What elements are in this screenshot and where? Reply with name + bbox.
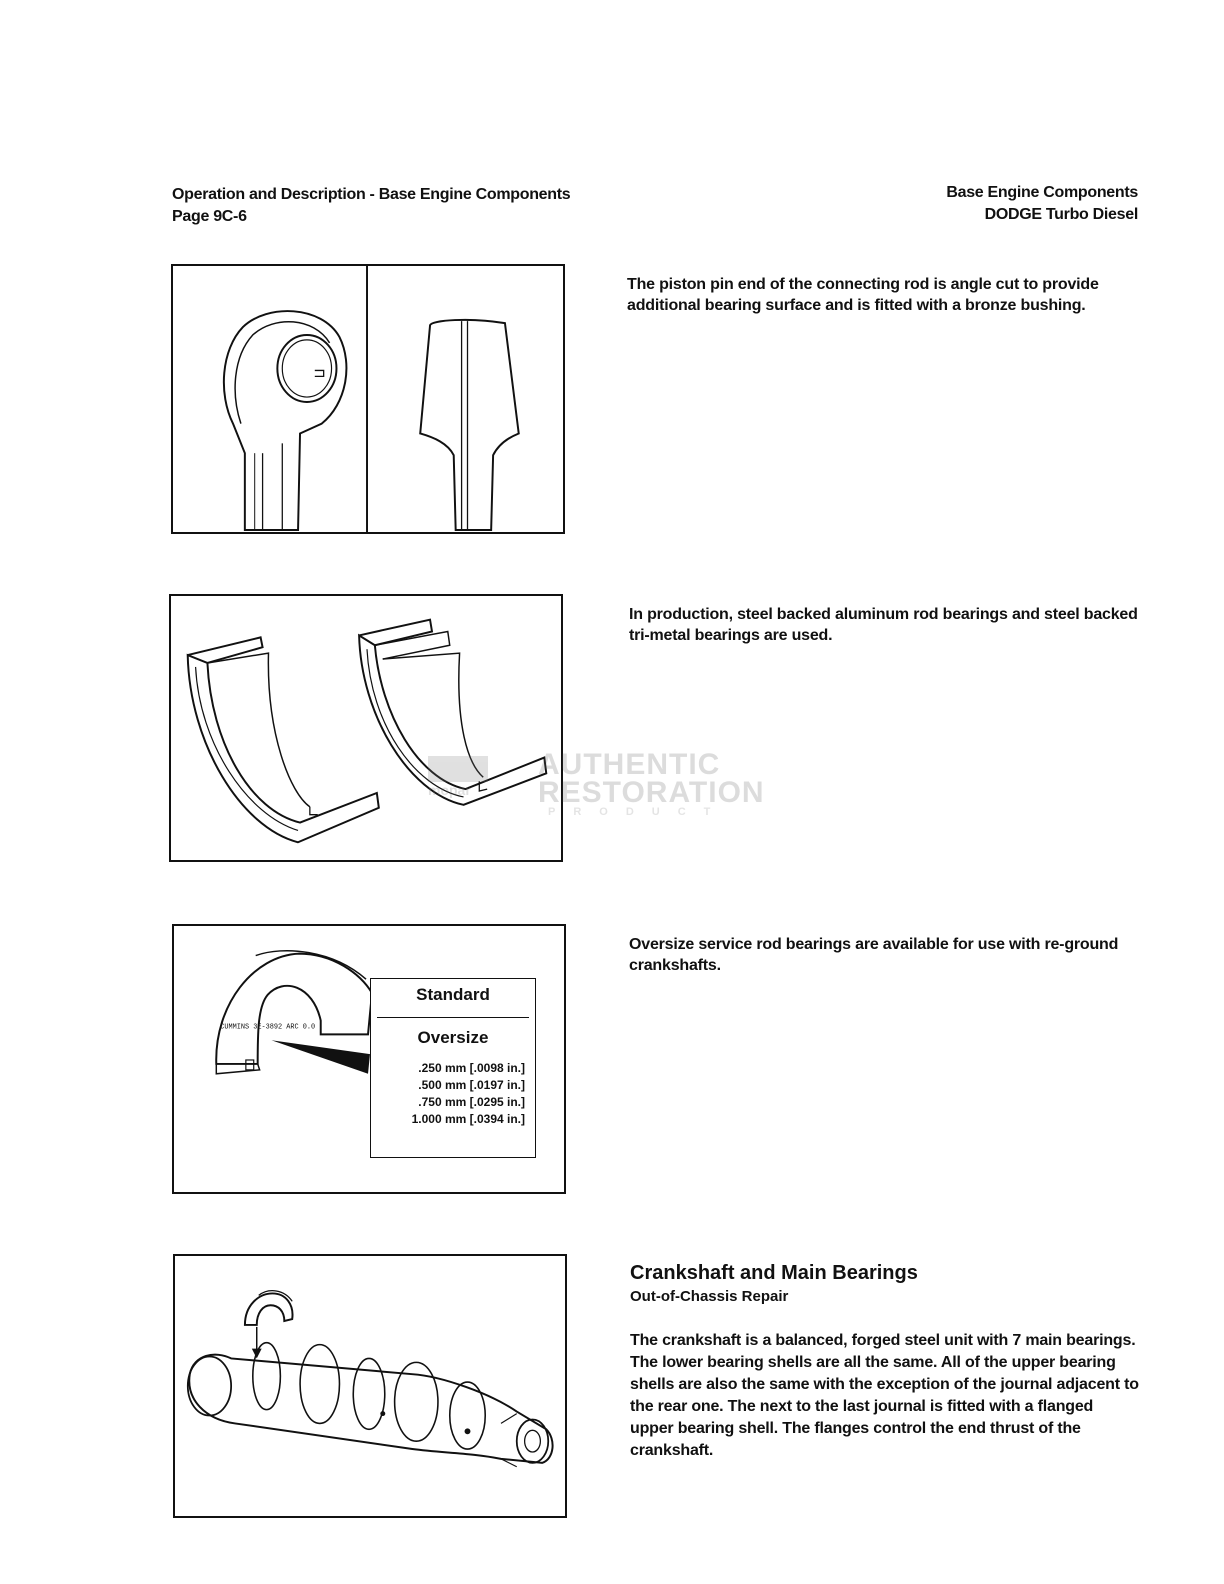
page-header-left (172, 184, 570, 228)
oversize-list (371, 1060, 535, 1128)
oversize-item: .500 mm [.0197 in.] (418, 1078, 525, 1092)
figure-crankshaft (173, 1254, 567, 1518)
oversize-item: .250 mm [.0098 in.] (418, 1061, 525, 1075)
rod-bearings-description: In production, steel backed aluminum rod bearings and steel backed tri-metal bearings are used. (629, 606, 1138, 644)
watermark-line1: AUTHENTIC (538, 748, 721, 781)
size-divider (377, 1017, 529, 1018)
figure-rod-bearings (169, 594, 563, 862)
crankshaft-description: The crankshaft is a balanced, forged steel unit with 7 main bearings. The lower bearing shells are all the same. All of the upper bearing shells are also the same with the exception of the journal adjacent to the rear one. The next to the last journal is fitted with a flanged upper bearing shell. The flanges control the end thrust of the crankshaft. (630, 1332, 1139, 1459)
oversize-item: .750 mm [.0295 in.] (418, 1095, 525, 1109)
oversize-label: Oversize (417, 1028, 489, 1047)
bearing-stamp: CUMMINS 3E-3892 ARC 0.0 (220, 1023, 316, 1032)
figure-connecting-rod (171, 264, 565, 534)
page-header-right (946, 182, 1138, 226)
section-title: Crankshaft and Main Bearings (630, 1262, 918, 1284)
header-page-number: Page 9C-6 (172, 208, 247, 225)
pointer-arrow (271, 1040, 370, 1073)
standard-label: Standard (416, 985, 490, 1004)
connecting-rod-illustration (173, 266, 563, 532)
connecting-rod-description: The piston pin end of the connecting rod is angle cut to provide additional bearing surface and is fitted with a bronze bushing. (627, 276, 1099, 314)
mopar-logo-icon (428, 756, 488, 782)
watermark (428, 748, 788, 820)
oversize-bearings-description: Oversize service rod bearings are available for use with re-ground crankshafts. (629, 936, 1119, 974)
rod-bearing-shells-illustration (171, 596, 561, 860)
header-chapter-title: Base Engine Components (946, 184, 1138, 201)
bearing-size-table (370, 978, 536, 1158)
section-subtitle: Out-of-Chassis Repair (630, 1288, 789, 1305)
oversize-item: 1.000 mm [.0394 in.] (411, 1112, 525, 1126)
watermark-line2: RESTORATION (538, 776, 765, 809)
figure-oversize-bearing (172, 924, 566, 1194)
watermark-line3: PRODUCT (548, 806, 729, 818)
header-manual-title: DODGE Turbo Diesel (984, 206, 1138, 223)
watermark-brand: mopar (428, 782, 471, 798)
crankshaft-illustration (175, 1256, 565, 1516)
header-section-title: Operation and Description - Base Engine Components (172, 186, 571, 203)
